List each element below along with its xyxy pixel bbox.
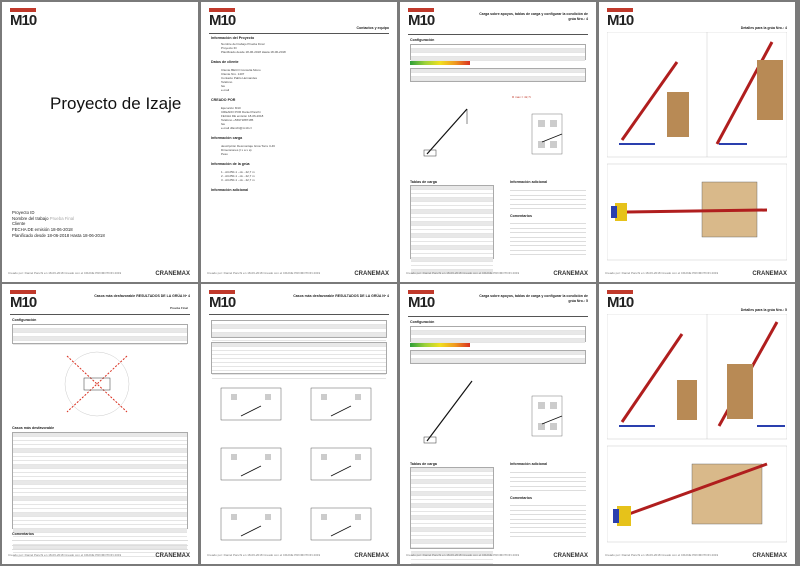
page-load-chart-4: M10 Carga sobre apoyos, tablas de carga y configurar la condición de grúa Nro.: 4 Configuración R max = 42,7t Tablas de carga Información adicional Comentarios Creado por: Daniel Panchi en 18-06-2018 Creado con el CRANE PROMOTION 2019 CRANEMAX [400,2,596,282]
page-results-4: M10 Casos más desfavorable RESULTADOS DE LA GRÚA Nº 4 Prueba Final Configuración Casos más desfavorable Comentarios Creado por: Daniel Panchi en 18-06-2018 Creado con el CRANE PROMOTION 2019 CRANEMAX [2,284,198,564]
m10-logo: M10 [10,8,36,30]
section-title: Información de la grúa [211,162,250,166]
section-title: CREADO POR [211,98,236,102]
page-header: Carga sobre apoyos, tablas de carga y configurar la condición de grúa Nro.: 4 [479,12,588,21]
outrigger-diagrams [211,378,387,548]
cranemax-brand: CRANEMAX [752,271,787,277]
footer-note: Creado por: Daniel Panchi en 18-06-2018 Creado con el CRANE PROMOTION 2019 [406,553,520,557]
cranemax-brand: CRANEMAX [553,271,588,277]
section-title: Información carga [211,136,243,140]
load-table [410,185,494,259]
footer-note: Creado por: Daniel Panchi en 18-06-2018 Creado con el CRANE PROMOTION 2019 [8,271,122,275]
page-cover [2,2,198,282]
results-table [12,432,188,529]
page-contacts: M10 Contactos y equipo Información del Proyecto Nombre del trabajo Prueba Final Proyecto ID Planificado desde 18-06-2018 Hasta 18-06-2018 Datos de cliente Cliente BECO Consulta Mono Cliente Nro. 1407 Contacto Pablo Hernandes Teléfono fax e-mail CREADO POR Ejecución M10 CREADO POR Daniel Panchi FECHA DE emisión 18-06-2018 Teléfono +56971887185 fax e-mail dfanchi@m10.cl Información carga descripción Desmontaje Grúa Torre 3-46 Dimensiones (l x a x a) Peso Información de la grúa 1 - AC250-1 - ok - 42,7 m 2 - AC250-1 - ok - 42,7 m 3 - AC250-1 - ok - 42,7 m Información adicional Creado por: Daniel Panchi en 18-06-2018 Creado con el CRANE PROMOTION 2019 CRANEMAX [201,2,397,282]
page-details-4 [599,2,795,282]
m10-logo: M10 [209,290,235,312]
cranemax-brand: CRANEMAX [354,271,389,277]
m10-logo: M10 [607,290,633,312]
cranemax-brand: CRANEMAX [354,553,389,559]
crane-drawings [607,314,787,548]
page-header: Detalles para la grúa Nro.: 5 [740,308,787,312]
footer-note: Creado por: Daniel Panchi en 18-06-2018 Creado con el CRANE PROMOTION 2019 [406,271,520,275]
page-load-chart-5: M10 Carga sobre apoyos, tablas de carga y configurar la condición de grúa Nro.: 5 Configuración Tablas de carga Información adicional Comentarios Creado por: Daniel Panchi en 18-06-2018 Creado con el CRANE PROMOTION 2019 CRANEMAX [400,284,596,564]
page-details-5 [599,284,795,564]
page-header: Casos más desfavorable RESULTADOS DE LA GRÚA Nº 4 [94,294,190,298]
cranemax-brand: CRANEMAX [155,271,190,277]
load-table [410,467,494,549]
m10-logo: M10 [408,8,434,30]
page-header: Carga sobre apoyos, tablas de carga y configurar la condición de grúa Nro.: 5 [479,294,588,303]
radius-diagram [42,348,152,420]
page-header: Contactos y equipo [356,26,389,30]
cranemax-brand: CRANEMAX [553,553,588,559]
support-diagram [412,366,584,462]
section-title: Información del Proyecto [211,36,255,40]
page-header: Detalles para la grúa Nro.: 4 [740,26,787,30]
footer-note: Creado por: Daniel Panchi en 18-06-2018 Creado con el CRANE PROMOTION 2019 [605,553,719,557]
m10-logo: M10 [408,290,434,312]
project-title: Proyecto de Izaje [50,94,182,113]
svg-text:R max = 42,7t: R max = 42,7t [512,95,531,99]
footer-note: Creado por: Daniel Panchi en 18-06-2018 Creado con el CRANE PROMOTION 2019 [605,271,719,275]
utilization-gauge [410,343,470,347]
utilization-gauge [410,61,470,65]
section-title: Información adicional [211,188,249,192]
m10-logo: M10 [607,8,633,30]
m10-logo: M10 [10,290,36,312]
page-header: Casos más desfavorable RESULTADOS DE LA GRÚA Nº 4 [293,294,389,298]
config-table [410,44,586,60]
section-title: Datos de cliente [211,60,239,64]
m10-logo: M10 [209,8,235,30]
footer-note: Creado por: Daniel Panchi en 18-06-2018 Creado con el CRANE PROMOTION 2019 [8,553,122,557]
footer-note: Creado por: Daniel Panchi en 18-06-2018 Creado con el CRANE PROMOTION 2019 [207,553,321,557]
cranemax-brand: CRANEMAX [752,553,787,559]
cover-info: Proyecto ID Nombre del trabajo Prueba Final Cliente FECHA DE emisión 18-06-2018 Planificado desde 18-06-2018 Hasta 18-06-2018 [12,210,105,238]
cranemax-brand: CRANEMAX [155,553,190,559]
footer-note: Creado por: Daniel Panchi en 18-06-2018 Creado con el CRANE PROMOTION 2019 [207,271,321,275]
support-diagram [412,84,584,180]
crane-drawings [607,32,787,266]
page-support-loads [201,284,397,564]
